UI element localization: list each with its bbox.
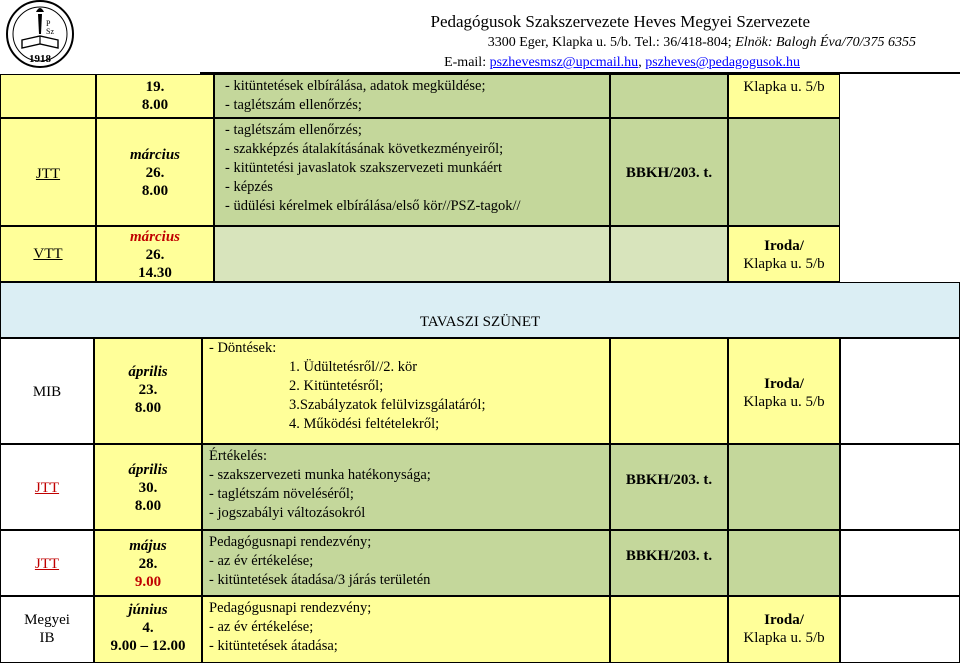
row1-location-cell [728,74,840,118]
org-address [116,35,916,51]
row1-date-cell [96,74,214,118]
row5-date-day: 30. [138,480,158,496]
row2-date-day: 26. [145,165,165,181]
row2-room: BBKH/203. t. [625,165,713,181]
row4-location-1: Iroda/ [764,376,804,392]
org-name: Pedagógusok Szakszervezete Heves Megyei Szervezete [430,12,810,31]
row6-date-time: 9.00 [134,574,162,590]
row5-item-4: - jogszabályi változásokról [209,505,366,521]
row2-group: JTT [35,166,61,182]
email-separator: , [638,55,646,70]
org-email [100,55,800,71]
row7-group-2: IB [39,630,55,646]
row4-location-2: Klapka u. 5/b [743,394,825,410]
row6-item-3: - kitüntetések átadása/3 járás területén [209,572,431,588]
email-link-1[interactable]: pszhevesmsz@upcmail.hu [489,55,639,70]
row2-date-cell [96,118,214,226]
row7-item-3: - kitüntetések átadása; [209,638,338,654]
row5-group: JTT [34,480,60,496]
email-link-2[interactable]: pszheves@pedagogusok.hu [645,55,800,70]
row4-room-cell [610,338,728,444]
president-info: Elnök: Balogh Éva/70/375 6355 [735,35,916,50]
email-label: E-mail: [444,55,490,70]
row7-group-1: Megyei [24,612,70,628]
decision-item-2: 2. Kitüntetésről; [289,378,384,394]
decisions-heading: - Döntések: [209,340,277,356]
row6-room-cell [610,530,728,596]
row1-item-2: - taglétszám ellenőrzés; [225,97,362,113]
row2-room-cell [610,118,728,226]
row7-date-time: 9.00 – 12.00 [110,638,186,654]
row6-date-month: május [129,538,167,554]
row5-room: BBKH/203. t. [625,472,713,488]
row2-agenda-cell [214,118,610,226]
row3-location-1: Iroda/ [764,238,804,254]
row5-group-cell [0,444,94,530]
row3-agenda-cell [214,226,610,282]
row6-group-cell [0,530,94,596]
row6-date-cell [94,530,202,596]
row6-room: BBKH/203. t. [625,548,713,564]
row1-room-cell [610,74,728,118]
row4-date-cell [94,338,202,444]
row1-date-day: 19. [145,79,165,95]
decision-item-4: 4. Működési feltételekről; [289,416,440,432]
row6-agenda-cell [202,530,610,596]
row1-group-cell [0,74,96,118]
row5-item-2: - szakszervezeti munka hatékonysága; [209,467,431,483]
row7-location-1: Iroda/ [764,612,804,628]
row3-date-month: március [129,229,180,245]
row5-room-cell [610,444,728,530]
decision-item-1: 1. Üdültetésről//2. kör [289,359,418,375]
row4-group: MIB [32,384,62,400]
row4-location-cell [728,338,840,444]
row3-room-cell [610,226,728,282]
row6-date-day: 28. [138,556,158,572]
logo-year: 1918 [29,53,51,65]
extra-col-row7 [840,596,960,663]
row1-location: Klapka u. 5/b [743,79,825,95]
row6-item-1: Pedagógusnapi rendezvény; [209,534,372,550]
extra-col-row6 [840,530,960,596]
row4-date-day: 23. [138,382,158,398]
row4-date-time: 8.00 [134,400,162,416]
row6-group: JTT [34,556,60,572]
spring-break-row [0,282,960,338]
row1-item-1: - kitüntetések elbírálása, adatok megküldése; [225,78,486,94]
logo [2,0,78,72]
row7-room-cell [610,596,728,663]
spring-break-label: TAVASZI SZÜNET [419,314,541,330]
row7-group-cell [0,596,94,663]
row2-item-1: - taglétszám ellenőrzés; [225,122,362,138]
row7-item-1: Pedagógusnapi rendezvény; [209,600,372,616]
row3-date-time: 14.30 [138,265,172,281]
row4-group-cell [0,338,94,444]
row7-item-2: - az év értékelése; [209,619,314,635]
row5-date-cell [94,444,202,530]
row3-group: VTT [33,246,63,262]
row7-date-day: 4. [142,620,154,636]
row2-item-2: - szakképzés átalakításának következményeiről; [225,141,504,157]
row2-item-3: - kitüntetési javaslatok szakszervezeti munkáért [225,160,503,176]
row7-agenda-cell [202,596,610,663]
row5-date-time: 8.00 [134,498,162,514]
row4-date-month: április [128,364,168,380]
row6-location-cell [728,530,840,596]
row5-date-month: április [128,462,168,478]
row1-agenda-cell [214,74,610,118]
row2-date-time: 8.00 [141,183,169,199]
row2-date-month: március [129,147,180,163]
row3-date-cell [96,226,214,282]
row3-location-cell [728,226,840,282]
row7-location-cell [728,596,840,663]
row2-location-cell [728,118,840,226]
row2-group-cell [0,118,96,226]
row3-date-day: 26. [145,247,165,263]
extra-col-row5 [840,444,960,530]
row5-agenda-cell [202,444,610,530]
row4-agenda-cell [202,338,610,444]
row3-location-2: Klapka u. 5/b [743,256,825,272]
address-plain: 3300 Eger, Klapka u. 5/b. Tel.: 36/418-804; [487,35,736,50]
row3-group-cell [0,226,96,282]
decision-item-3: 3.Szabályzatok felülvizsgálatáról; [289,397,486,413]
row7-date-month: június [128,602,168,618]
row2-item-5: - üdülési kérelmek elbírálása/első kör//PSZ-tagok// [225,198,521,214]
extra-col-row4 [840,338,960,444]
row1-date-time: 8.00 [141,97,169,113]
row5-location-cell [728,444,840,530]
row5-item-1: Értékelés: [209,448,267,464]
row6-item-2: - az év értékelése; [209,553,314,569]
row2-item-4: - képzés [225,179,273,195]
row5-item-3: - taglétszám növeléséről; [209,486,354,502]
logo-letters: P Sz [46,19,54,36]
row7-date-cell [94,596,202,663]
row7-location-2: Klapka u. 5/b [743,630,825,646]
